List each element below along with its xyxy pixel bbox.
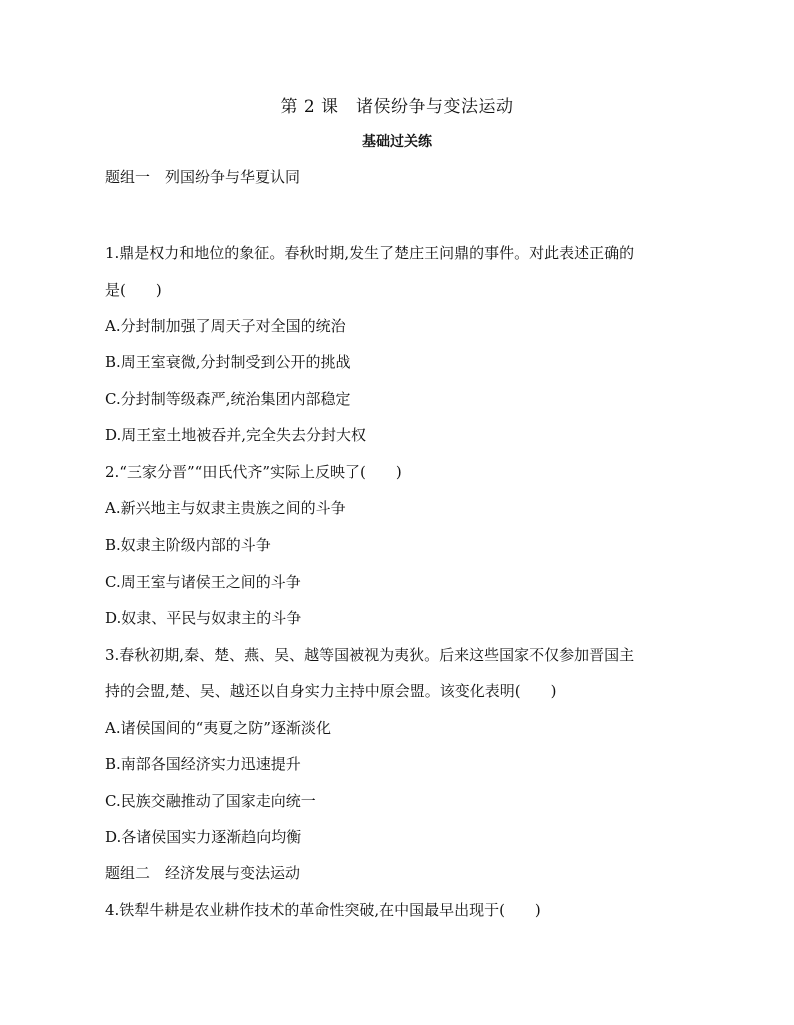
- lesson-title: 第 2 课 诸侯纷争与变法运动: [280, 97, 514, 117]
- question-3-stem-line-1: 3.春秋初期,秦、楚、燕、吴、越等国被视为夷狄。后来这些国家不仅参加晋国主: [105, 646, 635, 664]
- question-1-option-a: A.分封制加强了周天子对全国的统治: [105, 317, 346, 335]
- question-4-stem: 4.铁犁牛耕是农业耕作技术的革命性突破,在中国最早出现于( ): [105, 901, 541, 919]
- question-2-option-b: B.奴隶主阶级内部的斗争: [105, 536, 271, 554]
- question-3-option-d: D.各诸侯国实力逐渐趋向均衡: [105, 828, 302, 846]
- question-2-option-a: A.新兴地主与奴隶主贵族之间的斗争: [105, 499, 346, 517]
- question-2-stem: 2.“三家分晋”“田氏代齐”实际上反映了( ): [105, 463, 402, 481]
- question-1-stem-line-1: 1.鼎是权力和地位的象征。春秋时期,发生了楚庄王问鼎的事件。对此表述正确的: [105, 244, 635, 262]
- question-group-heading-2: 题组二 经济发展与变法运动: [105, 864, 301, 882]
- question-1-option-c: C.分封制等级森严,统治集团内部稳定: [105, 390, 351, 408]
- question-group-heading-1: 题组一 列国纷争与华夏认同: [105, 168, 301, 186]
- question-3-stem-line-2: 持的会盟,楚、吴、越还以自身实力主持中原会盟。该变化表明( ): [105, 682, 557, 700]
- section-subtitle: 基础过关练: [362, 134, 432, 150]
- question-3-option-c: C.民族交融推动了国家走向统一: [105, 792, 316, 810]
- question-1-option-d: D.周王室土地被吞并,完全失去分封大权: [105, 426, 367, 444]
- question-2-option-d: D.奴隶、平民与奴隶主的斗争: [105, 609, 302, 627]
- question-1-option-b: B.周王室衰微,分封制受到公开的挑战: [105, 353, 351, 371]
- question-2-option-c: C.周王室与诸侯王之间的斗争: [105, 573, 301, 591]
- question-3-option-a: A.诸侯国间的“夷夏之防”逐渐淡化: [105, 719, 331, 737]
- question-1-stem-line-2: 是( ): [105, 281, 162, 299]
- question-3-option-b: B.南部各国经济实力迅速提升: [105, 755, 301, 773]
